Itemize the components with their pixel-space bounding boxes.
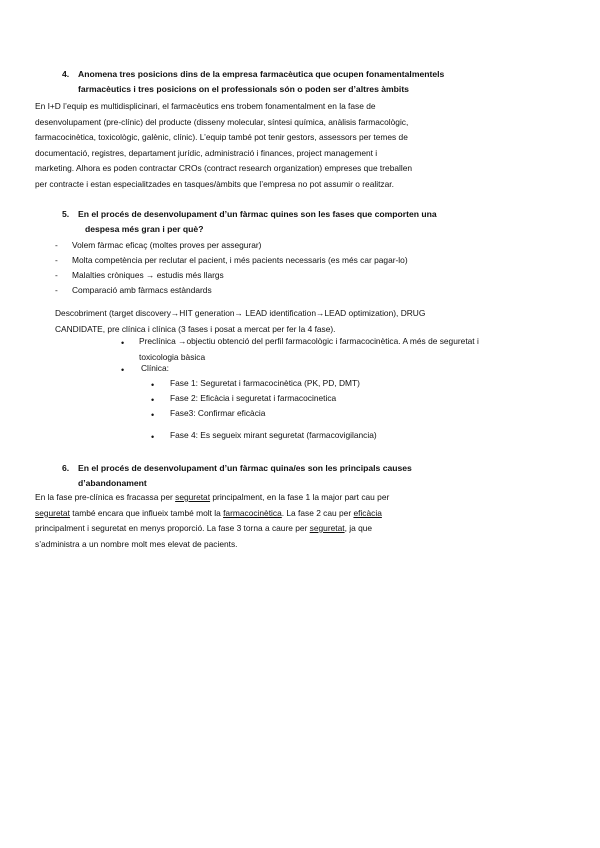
- answer-line: marketing. Alhora es poden contractar CROs (contract research organization) empreses que treballen: [35, 163, 413, 173]
- dash-list-item: Molta competència per reclutar el pacient, i més pacients necessaris (es més car pagar-lo): [72, 255, 408, 265]
- dash-list-item: Malalties cròniques → estudis més llargs: [72, 270, 224, 280]
- answer-line: per contracte i estan especialitzades en tasques/àmbits que l’empresa no pot assumir o realitzar.: [35, 178, 394, 189]
- question-number: 4.: [62, 69, 70, 79]
- bullet-line: toxicologia bàsica: [139, 351, 206, 362]
- question-5-heading: [62, 208, 542, 238]
- text-run: , ja que: [344, 523, 373, 533]
- bullet-marker: •: [151, 380, 155, 390]
- dash-marker: -: [55, 285, 58, 295]
- text-run: . La fase 2 cau per: [281, 507, 354, 518]
- answer-line: [35, 521, 389, 537]
- question-4-heading: [62, 68, 542, 98]
- bullet-marker: •: [151, 410, 155, 420]
- question-number: 6.: [62, 463, 70, 473]
- question-4-answer: [35, 99, 412, 192]
- dash-list-item: Volem fàrmac eficaç (moltes proves per assegurar): [72, 240, 262, 250]
- text-run: principalment, en la fase 1 la major part cau per: [210, 492, 390, 502]
- answer-line: farmacocinètica, toxicològic, galènic, clínic). L’equip també pot tenir gestors, assessors per temes de: [35, 132, 408, 142]
- paragraph-line: Descobriment (target discovery→HIT generation→ LEAD identification→LEAD optimization), DRUG: [55, 308, 426, 318]
- phase-item: Fase 2: Eficàcia i seguretat i farmacocinetica: [170, 393, 337, 403]
- underlined-term: farmacocinètica: [223, 507, 282, 518]
- underlined-term: seguretat: [35, 507, 70, 518]
- clinic-item: Clínica:: [141, 363, 169, 373]
- answer-line: [35, 490, 389, 506]
- bullet-marker: •: [151, 432, 155, 442]
- underlined-term: seguretat: [175, 492, 211, 502]
- discovery-paragraph: [55, 306, 425, 337]
- question-title-line: farmacèutics i tres posicions on el professionals són o poden ser d’altres àmbits: [78, 84, 409, 94]
- answer-line: documentació, registres, departament jurídic, administració i finances, project management i: [35, 147, 378, 158]
- bullet-marker: •: [121, 338, 125, 348]
- answer-line: En I+D l’equip es multidisplicinari, el farmacèutics ens trobem fonamentalment en la fase de: [35, 101, 376, 111]
- question-title-line: d’abandonament: [78, 478, 147, 488]
- dash-marker: -: [55, 270, 58, 280]
- underlined-term: seguretat: [309, 523, 345, 533]
- bullet-line: Preclínica →objectiu obtenció del perfil farmacològic i farmacocinètica. A més de seguretat i: [139, 336, 479, 346]
- preclinic-item: [139, 334, 479, 365]
- text-run: també encara que influeix també molt la: [69, 507, 224, 518]
- paragraph-line: CANDIDATE, pre clínica i clínica (3 fases i posat a mercat per fer la 4 fase).: [55, 323, 336, 334]
- phase-item: Fase3: Confirmar eficàcia: [170, 408, 266, 418]
- question-title-line: En el procés de desenvolupament d’un fàrmac quina/es son les principals causes: [78, 463, 412, 473]
- bullet-marker: •: [151, 395, 155, 405]
- dash-list-item: Comparació amb fàrmacs estàndards: [72, 285, 212, 295]
- dash-marker: -: [55, 255, 58, 265]
- question-6-heading: [62, 462, 542, 492]
- question-title-line: despesa més gran i per què?: [85, 224, 204, 234]
- bullet-marker: •: [121, 365, 125, 375]
- answer-line: [35, 506, 389, 522]
- question-number: 5.: [62, 209, 70, 219]
- question-6-answer: [35, 490, 389, 552]
- text-run: principalment i seguretat en menys proporció. La fase 3 torna a caure per: [35, 523, 310, 533]
- answer-line: desenvolupament (pre-clínic) del producte (disseny molecular, síntesi química, anàlisis farmacològic,: [35, 116, 409, 127]
- phase-item: Fase 4: Es segueix mirant seguretat (farmacovigilancia): [170, 430, 377, 440]
- text-run: En la fase pre-clínica es fracassa per: [35, 492, 176, 502]
- dash-marker: -: [55, 240, 58, 250]
- question-title-line: En el procés de desenvolupament d’un fàrmac quines son les fases que comporten una: [78, 209, 437, 219]
- phase-item: Fase 1: Seguretat i farmacocinètica (PK, PD, DMT): [170, 378, 360, 388]
- underlined-term: eficàcia: [353, 507, 382, 518]
- question-title-line: Anomena tres posicions dins de la empresa farmacèutica que ocupen fonamentalmentels: [78, 69, 445, 79]
- answer-line: s’administra a un nombre molt mes elevat de pacients.: [35, 538, 238, 549]
